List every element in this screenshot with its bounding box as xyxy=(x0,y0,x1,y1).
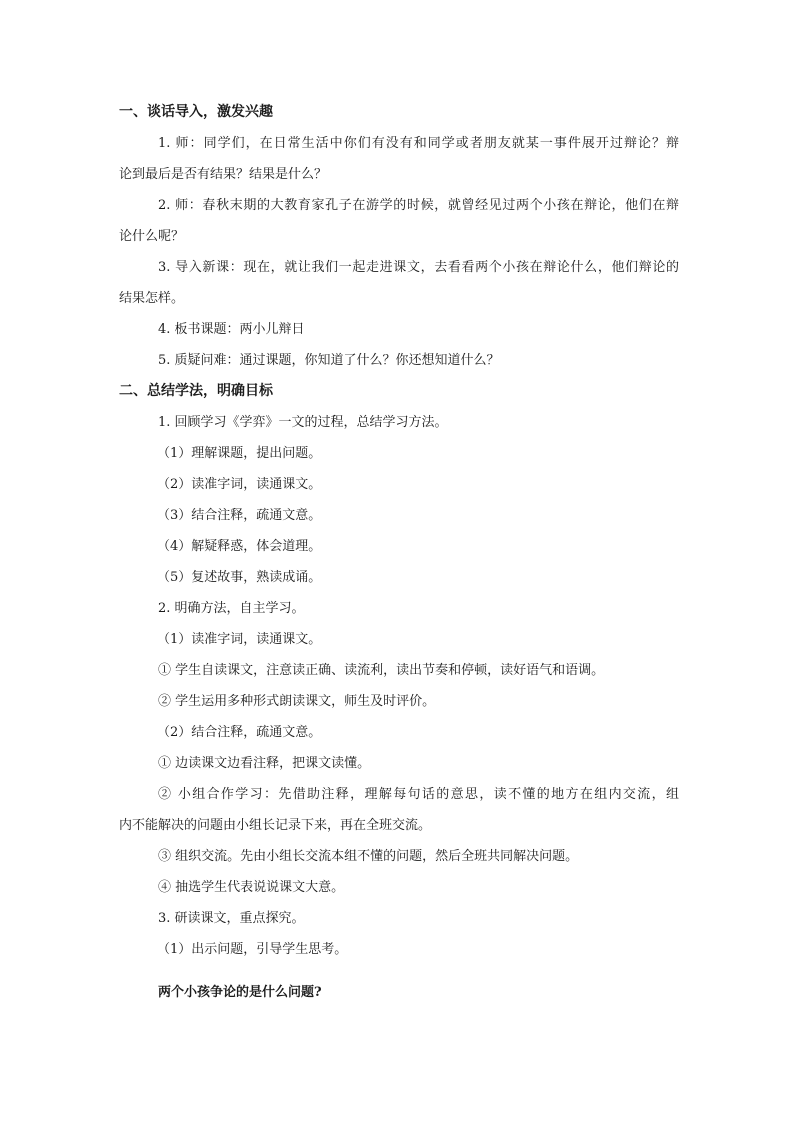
paragraph-line: 2. 师：春秋末期的大教育家孔子在游学的时候，就曾经见过两个小孩在辩论，他们在辩 xyxy=(158,198,679,213)
section-heading-1: 一、谈话导入，激发兴趣 xyxy=(119,104,273,120)
paragraph-line: 4. 板书课题：两小儿辩日 xyxy=(158,322,305,337)
list-item: （1）出示问题，引导学生思考。 xyxy=(157,942,348,957)
paragraph-line: 论什么呢？ xyxy=(119,229,185,244)
document-content xyxy=(119,97,679,1008)
paragraph-line: 2. 明确方法，自主学习。 xyxy=(158,601,305,616)
list-item: （1）理解课题，提出问题。 xyxy=(157,446,322,461)
paragraph-line: 1. 回顾学习《学弈》一文的过程，总结学习方法。 xyxy=(158,415,448,430)
list-item: ① 边读课文边看注释，把课文读懂。 xyxy=(158,756,371,771)
list-item: （5）复述故事，熟读成诵。 xyxy=(157,570,322,585)
list-item: ② 学生运用多种形式朗读课文，师生及时评价。 xyxy=(158,694,436,709)
spacer xyxy=(119,965,679,977)
paragraph-line: 5. 质疑问难：通过课题，你知道了什么？你还想知道什么？ xyxy=(158,353,500,368)
list-item: ③ 组织交流。先由小组长交流本组不懂的问题，然后全班共同解决问题。 xyxy=(158,849,579,864)
paragraph-line: 3. 研读课文，重点探究。 xyxy=(158,911,305,926)
final-question: 两个小孩争论的是什么问题? xyxy=(158,985,322,1000)
paragraph-line: 结果怎样。 xyxy=(119,291,185,306)
list-item: ① 学生自读课文，注意读正确、读流利，读出节奏和停顿，读好语气和语调。 xyxy=(158,663,605,678)
paragraph-line: 3. 导入新课：现在，就让我们一起走进课文，去看看两个小孩在辩论什么，他们辩论的 xyxy=(158,260,679,275)
list-item: ② 小组合作学习：先借助注释，理解每句话的意思，读不懂的地方在组内交流，组 xyxy=(158,787,679,802)
list-item: （3）结合注释，疏通文意。 xyxy=(157,508,322,523)
paragraph-line: 论到最后是否有结果？结果是什么？ xyxy=(119,167,328,182)
list-item: （1）读准字词，读通课文。 xyxy=(157,632,322,647)
list-item: （2）结合注释，疏通文意。 xyxy=(157,725,322,740)
list-item: ④ 抽选学生代表说说课文大意。 xyxy=(158,880,345,895)
section-heading-2: 二、总结学法，明确目标 xyxy=(119,383,273,399)
paragraph-line: 内不能解决的问题由小组长记录下来，再在全班交流。 xyxy=(119,818,432,833)
list-item: （2）读准字词，读通课文。 xyxy=(157,477,322,492)
paragraph-line: 1. 师：同学们，在日常生活中你们有没有和同学或者朋友就某一事件展开过辩论？辩 xyxy=(158,136,679,151)
list-item: （4）解疑释惑，体会道理。 xyxy=(157,539,322,554)
